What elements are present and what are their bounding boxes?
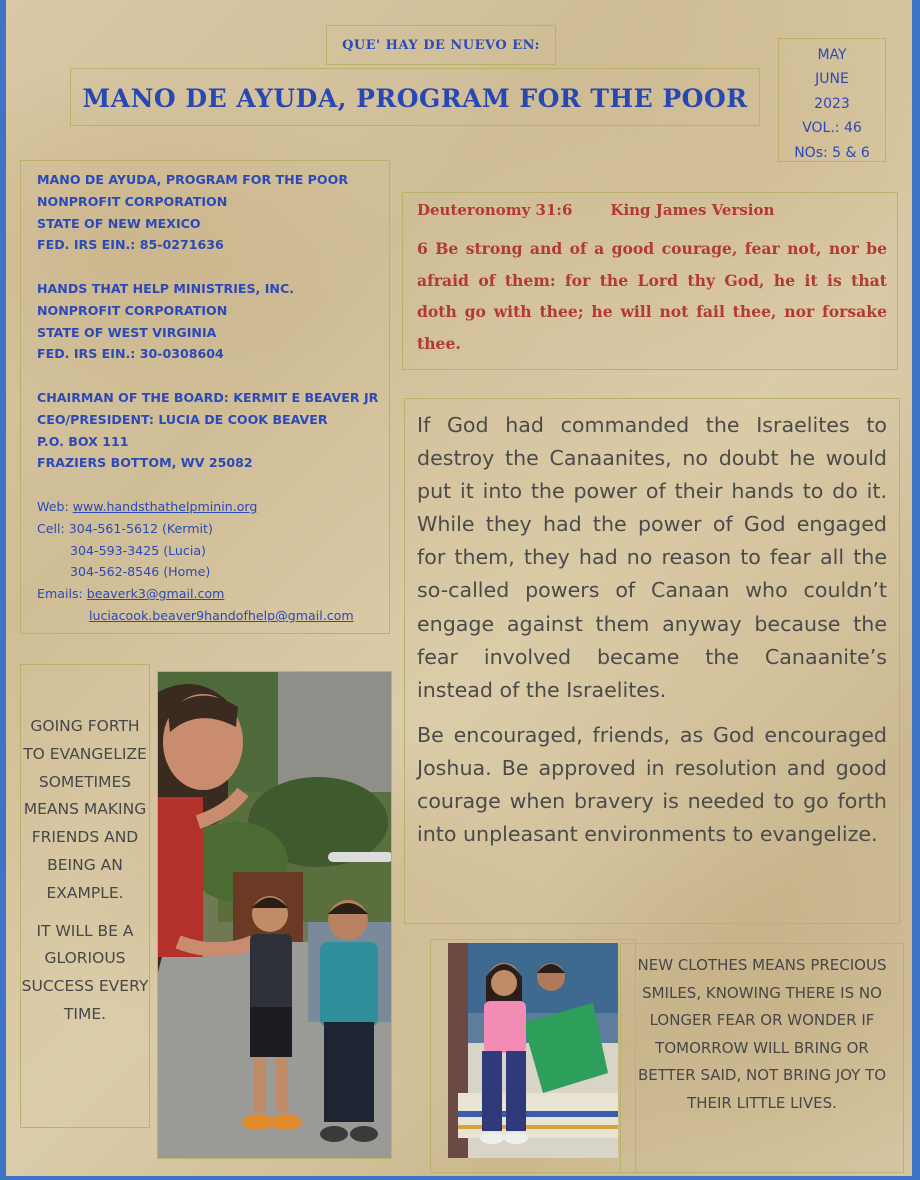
scripture-version: King James Version — [610, 201, 775, 219]
contact-info — [20, 160, 390, 634]
cell-line — [37, 518, 389, 540]
email-label: Emails: — [37, 586, 87, 602]
po-box: P.O. BOX 111 — [37, 433, 129, 449]
org2-state: STATE OF WEST VIRGINIA — [37, 324, 217, 340]
issue-volume: VOL.: 46 — [802, 120, 862, 137]
right-caption: NEW CLOTHES MEANS PRECIOUS SMILES, KNOWING THERE IS NO LONGER FEAR OR WONDER IF TOMORROW WILL BRING OR BETTER SAID, NOT BRING JOY TO THEIR LITTLE LIVES. — [620, 943, 904, 1173]
scripture-box — [402, 192, 898, 370]
issue-month-2: JUNE — [815, 71, 849, 88]
org1-name: MANO DE AYUDA, PROGRAM FOR THE POOR — [37, 172, 349, 187]
ceo: CEO/PRESIDENT: LUCIA DE COOK BEAVER — [37, 411, 328, 427]
issue-numbers: NOs: 5 & 6 — [794, 144, 870, 161]
photo-smiles — [448, 943, 618, 1158]
org2-type: NONPROFIT CORPORATION — [37, 302, 228, 318]
cell-label: Cell: — [37, 520, 69, 536]
photo-evangelize — [157, 671, 392, 1159]
photo-smiles-illustration — [448, 943, 618, 1158]
email-line-2 — [37, 605, 389, 627]
phone-kermit: 304-561-5612 (Kermit) — [68, 520, 213, 536]
org2-name: HANDS THAT HELP MINISTRIES, INC. — [37, 280, 294, 296]
issue-year: 2023 — [814, 95, 850, 112]
scripture-reference-line — [417, 201, 887, 219]
web-link[interactable]: www.handsthathelpminin.org — [72, 498, 258, 514]
city: FRAZIERS BOTTOM, WV 25082 — [37, 455, 253, 471]
scripture-reference: Deuteronomy 31:6 — [417, 201, 573, 219]
phone-home: 304-562-8546 (Home) — [70, 564, 211, 580]
left-caption-2: IT WILL BE A GLORIOUS SUCCESS EVERY TIME. — [21, 921, 149, 1023]
email-link-2[interactable]: luciacook.beaver9handofhelp@gmail.com — [89, 607, 354, 623]
org1-ein: FED. IRS EIN.: 85-0271636 — [37, 237, 224, 253]
org1-state: STATE OF NEW MEXICO — [37, 215, 201, 231]
commentary-box — [404, 398, 900, 924]
phone-lucia: 304-593-3425 (Lucia) — [70, 542, 206, 558]
commentary-paragraph-1: If God had commanded the Israelites to destroy the Canaanites, no doubt he would put it into the power of their hands to do it. While they had the power of God engaged for them, they had no reason to fear all the so-called powers of Canaan who couldn’t engage against them anyway because the fear involved became the Canaanite’s instead of the Israelites. — [417, 413, 887, 702]
email-link-1[interactable]: beaverk3@gmail.com — [86, 586, 225, 602]
org1-type: NONPROFIT CORPORATION — [37, 193, 228, 209]
left-caption-1: GOING FORTH TO EVANGELIZE SOMETIMES MEANS MAKING FRIENDS AND BEING AN EXAMPLE. — [23, 717, 147, 902]
issue-month-1: MAY — [817, 47, 847, 63]
org2-ein: FED. IRS EIN.: 30-0308604 — [37, 346, 224, 362]
left-caption-box — [20, 664, 150, 1128]
photo-evangelize-illustration — [158, 672, 392, 1159]
newsletter-page — [6, 0, 912, 1176]
issue-info — [778, 38, 886, 162]
scripture-verse: 6 Be strong and of a good courage, fear not, nor be afraid of them: for the Lord thy God, he it is that doth go with thee; he will not fail thee, nor forsake thee. — [417, 239, 887, 353]
chairman: CHAIRMAN OF THE BOARD: KERMIT E BEAVER JR — [37, 389, 379, 405]
email-line — [37, 583, 389, 605]
commentary-paragraph-2: Be encouraged, friends, as God encouraged Joshua. Be approved in resolution and good courage when bravery is needed to go forth into unpleasant environments to evangelize. — [417, 722, 887, 847]
newsletter-subtitle: QUE' HAY DE NUEVO EN: — [326, 25, 556, 65]
web-line — [37, 496, 389, 518]
web-label: Web: — [37, 498, 73, 514]
newsletter-title: MANO DE AYUDA, PROGRAM FOR THE POOR — [70, 68, 760, 126]
